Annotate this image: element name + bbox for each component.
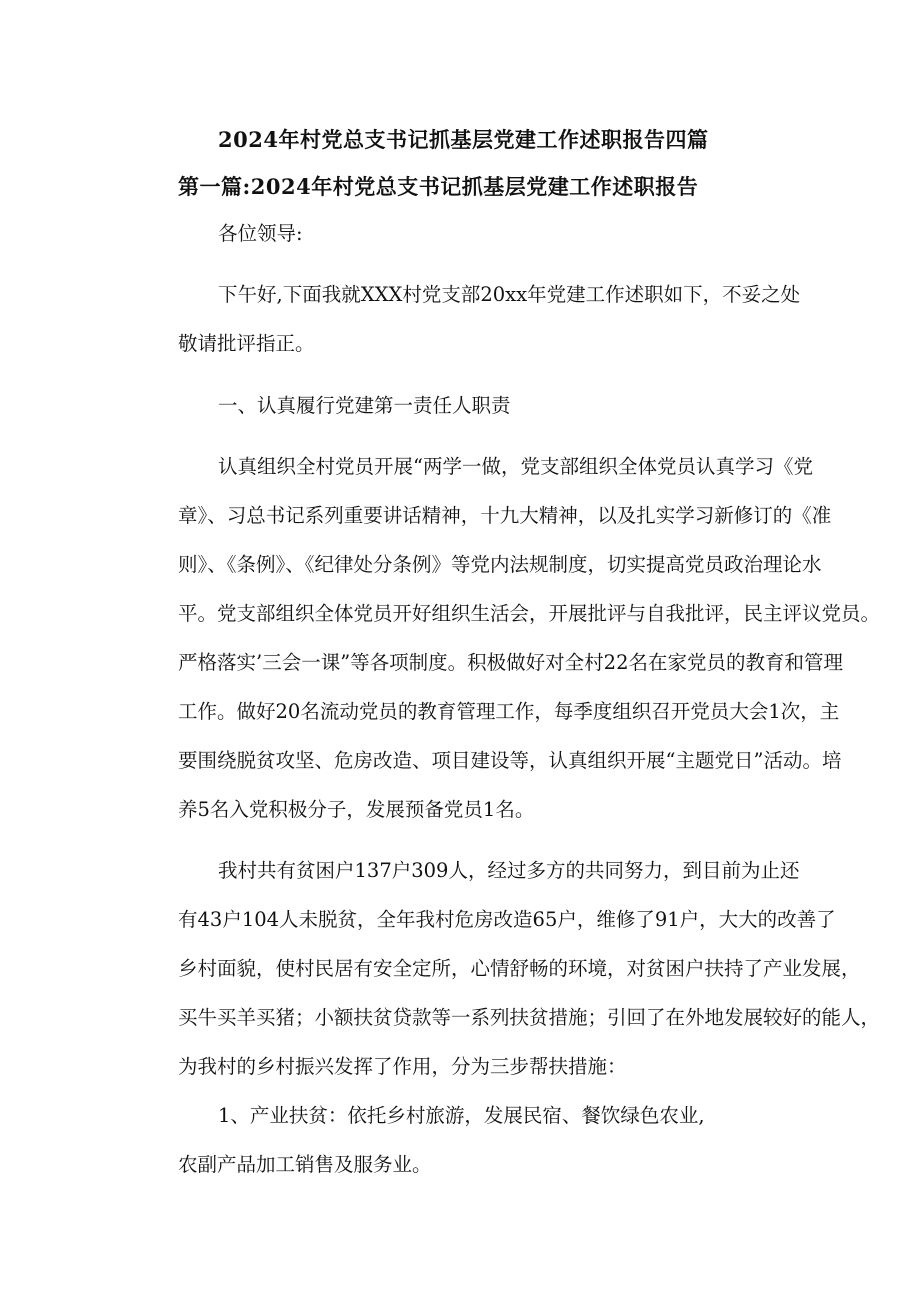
main-title: 2024年村党总支书记抓基层党建工作述职报告四篇	[218, 127, 709, 152]
item-1-line-2: 农副产品加工销售及服务业。	[178, 1153, 432, 1176]
paragraph-1-line-3: 则》、《条例》、《纪律处分条例》等党内法规制度，切实提高党员政治理论水	[178, 553, 822, 576]
paragraph-1-line-7: 要围绕脱贫攻坚、危房改造、项目建设等，认真组织开展“主题党日”活动。培	[178, 749, 842, 772]
paragraph-1-line-1: 认真组织全村党员开展“两学一做，党支部组织全体党员认真学习《党	[218, 455, 813, 478]
intro-line-2: 敬请批评指正。	[178, 332, 315, 355]
intro-line-1: 下午好,下面我就XXX村党支部20xx年党建工作述职如下，不妥之处	[218, 283, 801, 306]
section-1-heading: 一、认真履行党建第一责任人职责	[218, 394, 511, 417]
paragraph-1-line-8: 养5名入党积极分子，发展预备党员1名。	[178, 798, 535, 821]
paragraph-1-line-4: 平。党支部组织全体党员开好组织生活会，开展批评与自我批评，民主评议党员。	[178, 602, 881, 625]
paragraph-2-line-4: 买牛买羊买猪；小额扶贫贷款等一系列扶贫措施；引回了在外地发展较好的能人，	[178, 1006, 881, 1029]
paragraph-1-line-6: 工作。做好20名流动党员的教育管理工作，每季度组织召开党员大会1次，主	[178, 700, 840, 723]
sub-title: 第一篇:2024年村党总支书记抓基层党建工作述职报告	[178, 174, 699, 199]
paragraph-2-line-5: 为我村的乡村振兴发挥了作用，分为三步帮扶措施：	[178, 1055, 627, 1078]
item-1-line-1: 1、产业扶贫：依托乡村旅游，发展民宿、餐饮绿色农业,	[218, 1104, 705, 1127]
paragraph-1-line-2: 章》、习总书记系列重要讲话精神，十九大精神，以及扎实学习新修订的《准	[178, 504, 832, 527]
paragraph-2-line-2: 有43户104人未脱贫，全年我村危房改造65户，维修了91户，大大的改善了	[178, 908, 836, 931]
paragraph-1-line-5: 严格落实’三会一课”等各项制度。积极做好对全村22名在家党员的教育和管理	[178, 651, 843, 674]
paragraph-2-line-3: 乡村面貌，使村民居有安全定所，心情舒畅的环境，对贫困户扶持了产业发展，	[178, 957, 861, 980]
paragraph-2-line-1: 我村共有贫困户137户309人，经过多方的共同努力，到目前为止还	[218, 859, 800, 882]
salutation: 各位领导:	[218, 222, 303, 245]
